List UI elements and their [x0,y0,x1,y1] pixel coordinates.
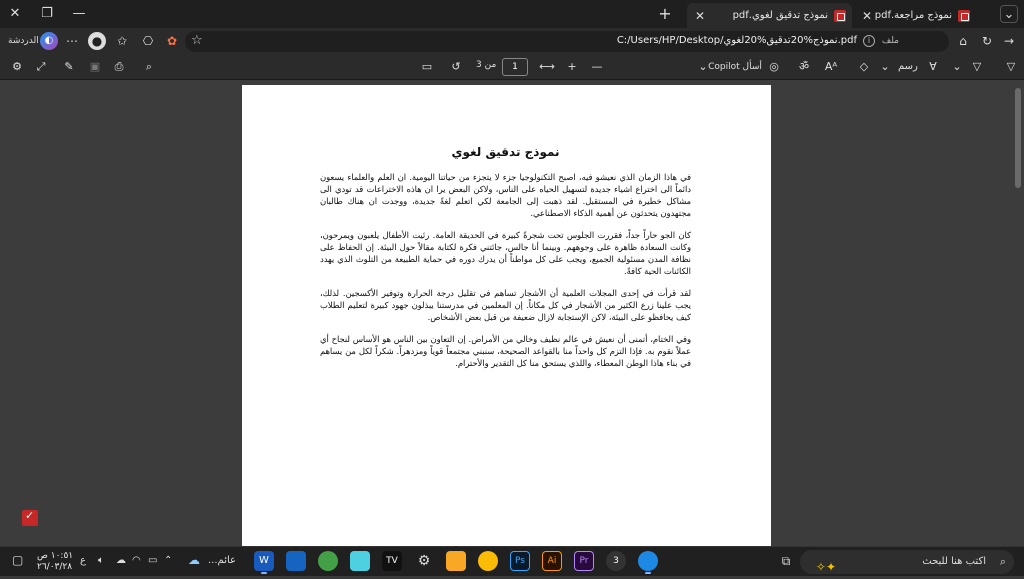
chrome-profile-icon[interactable] [318,551,338,571]
home-icon[interactable]: ⌂ [959,34,967,48]
tab-title: نموذج تدقيق لغوي.pdf [732,10,828,21]
search-icon: ⌕ [999,555,1006,568]
fit-page-icon[interactable]: ⟷ [539,60,555,73]
url-text[interactable]: C:/Users/HP/Desktop/نموذج%20تدقيق%20لغوي.pdf [616,35,857,46]
print-icon[interactable]: ⎙ [114,60,124,73]
weather-label[interactable]: عائم... [208,555,236,566]
tab-actions-chevron-icon[interactable]: ⌄ [1000,5,1018,23]
weather-cloud-icon[interactable]: ☁ [188,553,200,567]
photos-icon[interactable] [286,551,306,571]
zoom-in-icon[interactable]: + [567,60,577,73]
filter-icon[interactable]: ▽ [1006,60,1016,73]
document-title: نموذج تدقيق لغوي [451,145,560,159]
file-label: ملف [881,36,899,46]
notification-icon[interactable]: ▢ [12,553,24,567]
draw-dropdown-icon[interactable]: ⌄ [880,60,890,73]
paragraph: في هاذا الزمان الذي نعيشو فيه، اصبح التكنولوجيا جزء لا يتجزء من حياتنا اليومية. ان العلم والعلماء يسعون دائماً الى اختراع اشياء جديدة لتسهيل الحياه على الناس، ولاكن البعض يرا ان هاذه الاختراعات قد تودي الى مشاكل خطيرة في المستقبل. لقد ذهبت إلى الجامعة لكي اتعلم لغةً جديدة، ووجدت ان هناك طالبان مجتهدون يتحدثون عن أهمية الذكاء الاصطناعي. [320,172,691,218]
highlight-icon[interactable]: ▽ [972,60,982,73]
draw-label[interactable]: رسم [898,61,918,72]
taskbar [0,546,1024,576]
browser-titlebar [0,0,1024,28]
paragraph: وفي الختام، أتمنى أن نعيش في عالم نظيف وخالي من الأمراض. إن التعاون بين الناس هو الأساس لنجاح أي عملاً نقوم به. فإذا التزم كل واحداً منا بالقواعد الصحيحة، سنبني مجتمعاً قوياً ومزدهراً. شكراً لكل من يساهم في بناء هاذا الوطن المعطاء، واللذي يستحق منا كل التقدير والأحترام. [320,334,691,368]
volume-icon[interactable]: 🔈︎ [98,555,104,566]
back-arrow-icon[interactable]: → [1003,34,1015,48]
paragraph: لقد قرأت في إحدى المجلات العلمية أن الأشجار تساهم في تقليل درجة الحرارة وتوفير الأكسجين. لذلك، يجب علينا زرع الكثير من الأشجار في كل مكاناً. إن المعلمين في مدرستنا يبذلون جهود كبيرة لتعليم الطلاب كيف يحافظو على البيئة، لاكن الإستجابة لازال ضعيفة من قبل بعض الأشخاص. [320,288,691,322]
favorites-icon[interactable]: ✩ [116,34,128,48]
zoom-out-icon[interactable]: — [591,60,603,73]
language-indicator[interactable]: ع [80,555,86,566]
extension-icon[interactable]: ✿ [166,34,178,48]
pdf-viewer[interactable] [0,80,1024,546]
pdf-toolbar [0,54,1024,80]
highlight-dropdown-icon[interactable]: ⌄ [952,60,962,73]
tab-title: نموذج مراجعة.pdf [874,10,952,21]
wifi-icon[interactable]: ◠ [132,555,141,566]
task-view-icon[interactable]: ⧉ [781,554,791,568]
paragraph: كان الجو حاراً جداً، فقررت الجلوس تحت شجرةً كبيرة في الحديقة العامة. رئيت الأطفال يلعبون ويمرحون، وكانت السعادة ظاهرة على وجوههم. وبينما أنا جالس، جائتني فكرة لكتابة مقالاً حول البيئة. إن الحفاظ على نظافة المدن مسئولية الجميع، ويجب على كل مواطناً أن يدرك دوره في حماية الطبيعة من التلوث الذي يهدد الكائنات الحية كافةً. [320,230,691,276]
close-tab-icon[interactable]: ✕ [862,8,873,23]
pdf-page [242,85,771,555]
edge-browser-icon[interactable] [638,551,658,571]
ask-copilot-label[interactable]: أسأل Copilot [708,62,762,72]
refresh-icon[interactable]: ↻ [981,34,993,48]
copilot-dropdown-icon[interactable]: ⌄ [698,60,708,73]
text-size-icon[interactable]: Aᴬ [824,60,838,73]
capcut-icon[interactable]: TV [382,551,402,571]
file-explorer-icon[interactable] [446,551,466,571]
translate-icon[interactable]: ॐ [798,60,810,73]
page-count-label: من 3 [476,60,497,70]
settings-gear-icon[interactable]: ⚙ [12,60,22,73]
draw-icon[interactable]: ∀ [929,60,937,73]
window-restore-icon[interactable]: ❐ [41,6,53,21]
profile-avatar-icon[interactable]: ● [88,32,106,50]
onedrive-icon[interactable]: ☁ [116,555,126,566]
page-view-icon[interactable]: ▭ [421,60,433,73]
copilot-chat-icon[interactable]: ◎ [769,60,779,73]
illustrator-icon[interactable]: Ai [542,551,562,571]
tray-chevron-icon[interactable]: ⌃ [164,555,173,566]
rotate-icon[interactable]: ↺ [451,60,461,73]
split-screen-icon[interactable]: ⎔ [142,34,154,48]
favorite-star-icon[interactable]: ☆ [191,33,203,48]
battery-icon[interactable]: ▭ [148,555,158,566]
chat-label[interactable]: الدردشة [8,36,39,46]
find-icon[interactable]: ⌕ [145,60,153,73]
close-tab-icon[interactable]: ✕ [695,8,706,23]
word-icon[interactable]: W [254,551,274,571]
photoshop-icon[interactable]: Ps [510,551,530,571]
fullscreen-icon[interactable]: ⤢ [36,60,46,73]
monitor-app-icon[interactable] [350,551,370,571]
taskbar-search[interactable] [800,550,1014,574]
omnibox[interactable] [185,31,949,52]
edit-icon[interactable]: ✎ [64,60,74,73]
address-bar-row [0,28,1024,54]
more-options-icon[interactable]: ⋯ [66,34,78,48]
clock-date: ٢٦/٠٣/٢٨ [37,562,73,572]
vertical-scrollbar[interactable] [1015,88,1021,188]
chrome-icon[interactable] [478,551,498,571]
copilot-icon[interactable]: ◐ [40,32,58,50]
save-icon[interactable]: ▣ [89,60,101,73]
clock[interactable] [37,551,73,573]
clock-time: ١٠:٥١ ص [37,551,74,561]
tab-proofread[interactable] [687,3,852,28]
new-tab-plus-icon[interactable]: + [658,4,672,23]
premiere-icon[interactable]: Pr [574,551,594,571]
search-placeholder: اكتب هنا للبحث [922,556,986,567]
pdf-icon [958,10,970,22]
sparkle-icon: ✦✧ [815,560,836,574]
info-icon[interactable]: i [863,35,875,47]
tab-review[interactable] [856,3,976,28]
pdf-icon [834,10,846,22]
window-close-icon[interactable]: ✕ [9,6,21,21]
window-minimize-icon[interactable]: — [72,6,86,21]
app-badge-icon[interactable]: 3 [606,551,626,571]
page-number-input[interactable]: 1 [502,58,528,76]
eraser-icon[interactable]: ◇ [859,60,869,73]
acrobat-icon[interactable] [22,510,38,526]
settings-app-icon[interactable]: ⚙ [417,553,431,569]
